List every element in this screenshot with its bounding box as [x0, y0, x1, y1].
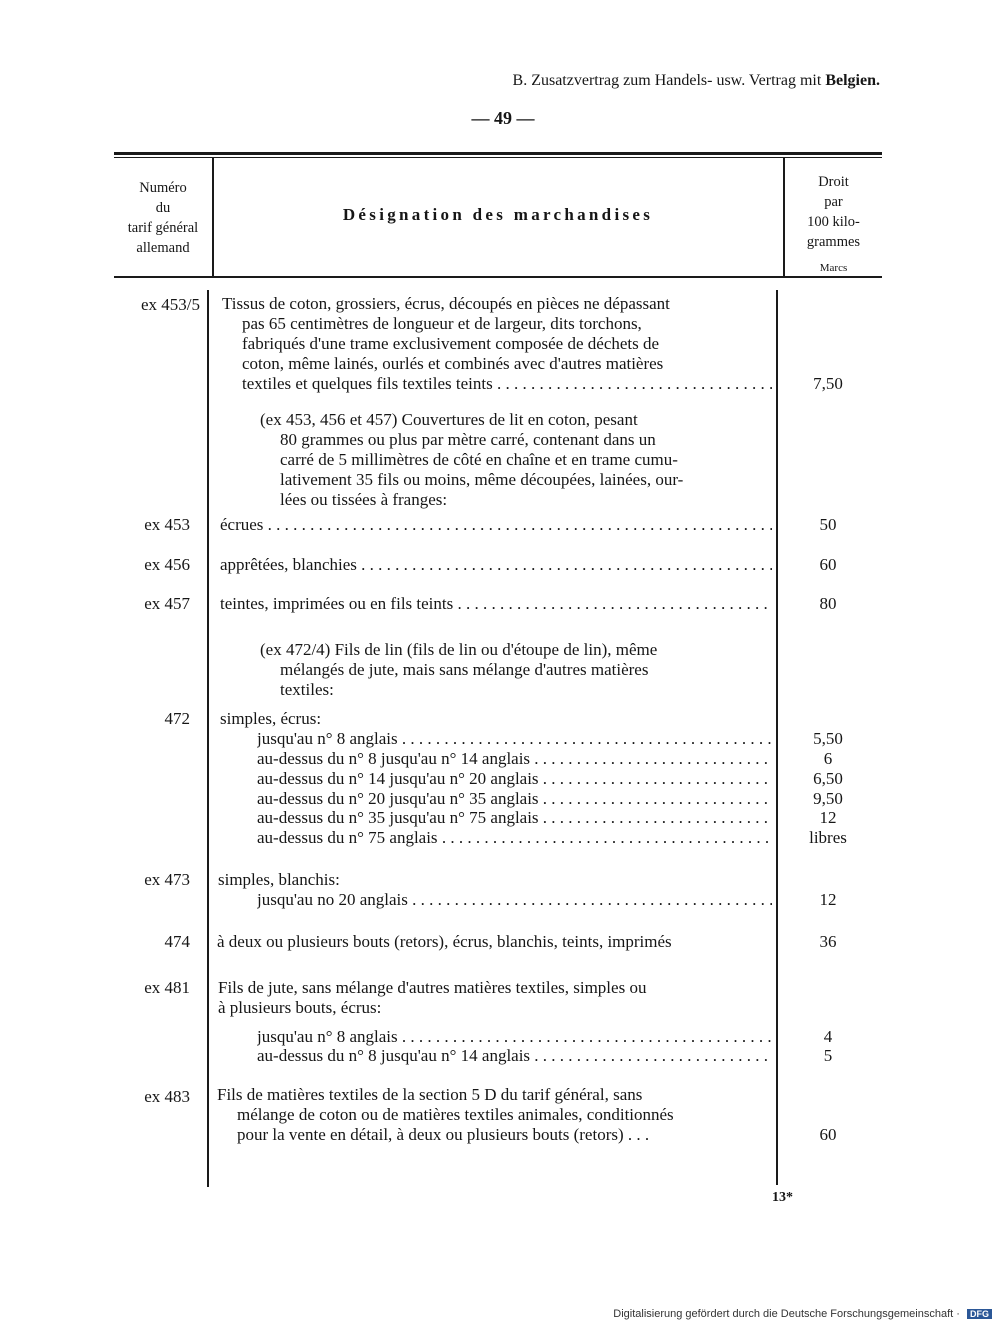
dfg-logo: DFG — [967, 1309, 992, 1319]
sub-item: au-dessus du n° 8 jusqu'au n° 14 anglais . . . — [257, 749, 772, 769]
page-number: — 49 — — [471, 108, 535, 128]
header-number-line: Numéro — [139, 180, 187, 196]
duty-value: 12 — [819, 808, 837, 827]
item-description-continued — [237, 1105, 770, 1145]
header-duty-line: Droit — [818, 174, 849, 190]
subheading-note — [260, 640, 772, 660]
column-divider-right — [776, 290, 778, 1185]
description-line: fabriqués d'une trame exclusivement composée de déchets de — [242, 334, 660, 353]
duty-value: 6,50 — [813, 769, 843, 788]
subheading-note — [260, 410, 772, 430]
digitization-note: Digitalisierung gefördert durch die Deutsche Forschungsgemeinschaft · — [613, 1308, 960, 1320]
item-description-continued — [242, 314, 772, 374]
item-heading: simples, écrus: — [220, 709, 322, 728]
header-bottom-rule — [114, 276, 882, 278]
header-number-line: allemand — [136, 240, 190, 256]
sub-item: jusqu'au n° 8 anglais . . . — [257, 1027, 772, 1047]
running-head-country: Belgien. — [825, 72, 880, 89]
tariff-number: 474 — [164, 932, 190, 951]
duty-value: 5 — [823, 1046, 833, 1065]
header-duty-column — [785, 172, 882, 252]
table-top-rule-thin — [114, 157, 882, 158]
tariff-number: ex 481 — [144, 978, 190, 997]
subheading-note-continued — [280, 660, 772, 700]
sub-item: jusqu'au n° 8 anglais . . . — [257, 729, 772, 749]
header-number-line: tarif général — [127, 220, 199, 236]
note-line: (ex 472/4) Fils de lin (fils de lin ou d'étoupe de lin), même — [260, 640, 658, 659]
tariff-number: ex 453/5 — [140, 295, 200, 314]
duty-value: 6 — [823, 749, 833, 768]
subheading-note-continued — [280, 430, 772, 510]
header-duty-unit: Marcs — [819, 262, 848, 274]
column-divider-left — [207, 290, 209, 1187]
running-head-text: B. Zusatzvertrag zum Handels- usw. Vertrag mit — [512, 72, 822, 89]
item-description — [218, 978, 770, 998]
tariff-number: ex 457 — [144, 594, 190, 613]
duty-value: libres — [809, 828, 847, 847]
description-line: à plusieurs bouts, écrus: — [218, 998, 382, 1017]
tariff-number: ex 473 — [144, 870, 190, 889]
header-number-line: du — [155, 200, 171, 216]
item-description: à deux ou plusieurs bouts (retors), écrus, blanchis, teints, imprimés — [217, 932, 672, 951]
duty-value: 60 — [819, 555, 837, 574]
item-description: teintes, imprimées ou en fils teints . . . — [220, 594, 772, 614]
description-line: pas 65 centimètres de longueur et de largeur, dits torchons, — [242, 314, 642, 333]
description-line: pour la vente en détail, à deux ou plusieurs bouts (retors) . . . — [237, 1125, 650, 1144]
duty-value: 50 — [819, 515, 837, 534]
duty-value: 80 — [819, 594, 837, 613]
duty-value: 9,50 — [813, 789, 843, 808]
item-description — [217, 1085, 770, 1105]
description-line: Fils de matières textiles de la section 5 D du tarif général, sans — [217, 1085, 643, 1104]
sub-item: jusqu'au no 20 anglais . . . — [257, 890, 772, 910]
sub-item: au-dessus du n° 35 jusqu'au n° 75 anglais . . . — [257, 808, 772, 828]
item-description — [222, 294, 772, 314]
header-duty-line: 100 kilo- — [807, 214, 860, 230]
note-line: 80 grammes ou plus par mètre carré, contenant dans un — [280, 430, 656, 449]
description-line: Fils de jute, sans mélange d'autres matières textiles, simples ou — [218, 978, 647, 997]
description-line-leader: textiles et quelques fils textiles teints . . . — [242, 374, 772, 394]
running-head — [513, 72, 880, 90]
digitization-footer — [613, 1308, 992, 1320]
header-number-column — [114, 178, 212, 258]
sub-item: au-dessus du n° 20 jusqu'au n° 35 anglais . . . — [257, 789, 772, 809]
note-line: lées ou tissées à franges: — [280, 490, 448, 509]
header-designation: Désignation des marchandises — [342, 205, 654, 224]
tariff-number: ex 456 — [144, 555, 190, 574]
duty-value: 60 — [819, 1125, 837, 1144]
description-line: coton, même lainés, ourlés et combinés avec d'autres matières — [242, 354, 664, 373]
duty-value: 4 — [823, 1027, 833, 1046]
note-line: lativement 35 fils ou moins, même découpées, lainées, our- — [280, 470, 684, 489]
header-duty-line: par — [824, 194, 843, 210]
note-line: textiles: — [280, 680, 334, 699]
signature-mark: 13* — [772, 1190, 793, 1205]
description-line: Tissus de coton, grossiers, écrus, découpés en pièces ne dépassant — [222, 294, 670, 313]
duty-value: 36 — [819, 932, 837, 951]
sub-item: au-dessus du n° 14 jusqu'au n° 20 anglais . . . — [257, 769, 772, 789]
note-line: (ex 453, 456 et 457) Couvertures de lit en coton, pesant — [260, 410, 638, 429]
tariff-number: 472 — [164, 709, 190, 728]
item-description: apprêtées, blanchies . . . — [220, 555, 772, 575]
tariff-number: ex 453 — [144, 515, 190, 534]
sub-item: au-dessus du n° 75 anglais . . . — [257, 828, 772, 848]
duty-value: 12 — [819, 890, 837, 909]
duty-value: 5,50 — [813, 729, 843, 748]
header-duty-line: grammes — [806, 234, 861, 250]
item-description-continued — [218, 998, 770, 1018]
tariff-number: ex 483 — [144, 1087, 190, 1106]
note-line: carré de 5 millimètres de côté en chaîne et en trame cumu- — [280, 450, 678, 469]
sub-item: au-dessus du n° 8 jusqu'au n° 14 anglais . . . — [257, 1046, 772, 1066]
description-line: mélange de coton ou de matières textiles animales, conditionnés — [237, 1105, 674, 1124]
note-line: mélangés de jute, mais sans mélange d'autres matières — [280, 660, 649, 679]
duty-value: 7,50 — [813, 374, 843, 393]
table-top-rule — [114, 152, 882, 155]
item-heading: simples, blanchis: — [218, 870, 340, 889]
item-description: écrues . . . — [220, 515, 772, 535]
